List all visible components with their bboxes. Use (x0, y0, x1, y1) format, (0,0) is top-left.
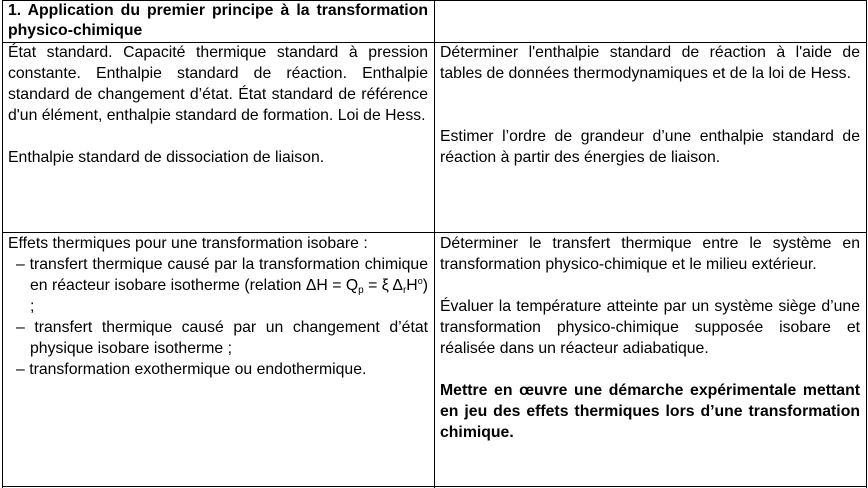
bullet-mark: – (16, 361, 25, 378)
row2-right-cell (440, 233, 860, 443)
row1-right-cell (440, 42, 860, 168)
bullet-text: transfert thermique causé par la transformation chimique en réacteur isobare isotherme (relation (29, 256, 428, 294)
row1-left-notions: État standard. Capacité thermique standard à pression constante. Enthalpie standard de réaction. Enthalpie standard de changement d’état. État standard de référence d'un élément, enthalpie standard de formation. Loi de Hess. (8, 44, 428, 124)
list-item-transformation-chimique (8, 254, 428, 317)
section-title: 1. Application du premier principe à la transformation physico-chimique (8, 2, 428, 39)
enthalpy-formula: $\Delta H = Q_p = \xi$ $\Delta_rH^o$) ; (30, 276, 428, 315)
row2-right-capacity-2: Évaluer la température atteinte par un système siège d’une transformation physico-chimique supposée isobare et réalisée dans un réacteur adiabatique. (440, 298, 860, 357)
bullet-mark: – (16, 319, 25, 336)
bullet-mark: – (16, 256, 25, 273)
table-border-bottom (2, 486, 867, 487)
row1-left-cell (8, 42, 428, 168)
list-item-exo-endo (8, 359, 428, 380)
row2-right-capacity-1: Déterminer le transfert thermique entre le système en transformation physico-chimique et le milieu extérieur. (440, 235, 860, 273)
row2-left-intro: Effets thermiques pour une transformation isobare : (8, 235, 368, 252)
table-border-right (866, 0, 867, 488)
table-border-left (2, 0, 3, 488)
table-column-divider (434, 0, 435, 488)
row2-right-experimental-capacity: Mettre en œuvre une démarche expérimentale mettant en jeu des effets thermiques lors d’une transformation chimique. (440, 382, 860, 441)
row1-right-capacity-2: Estimer l’ordre de grandeur d’une enthalpie standard de réaction à partir des énergies de liaison. (440, 128, 860, 166)
bullet-text: transformation exothermique ou endothermique. (29, 361, 367, 378)
bullet-text: transfert thermique causé par un changement d’état physique isobare isotherme ; (30, 319, 429, 357)
row1-left-dissociation: Enthalpie standard de dissociation de liaison. (8, 149, 325, 166)
row2-left-cell (8, 233, 428, 380)
list-item-changement-etat (8, 317, 428, 359)
row1-right-capacity-1: Déterminer l'enthalpie standard de réaction à l'aide de tables de données thermodynamiques et de la loi de Hess. (440, 44, 860, 82)
